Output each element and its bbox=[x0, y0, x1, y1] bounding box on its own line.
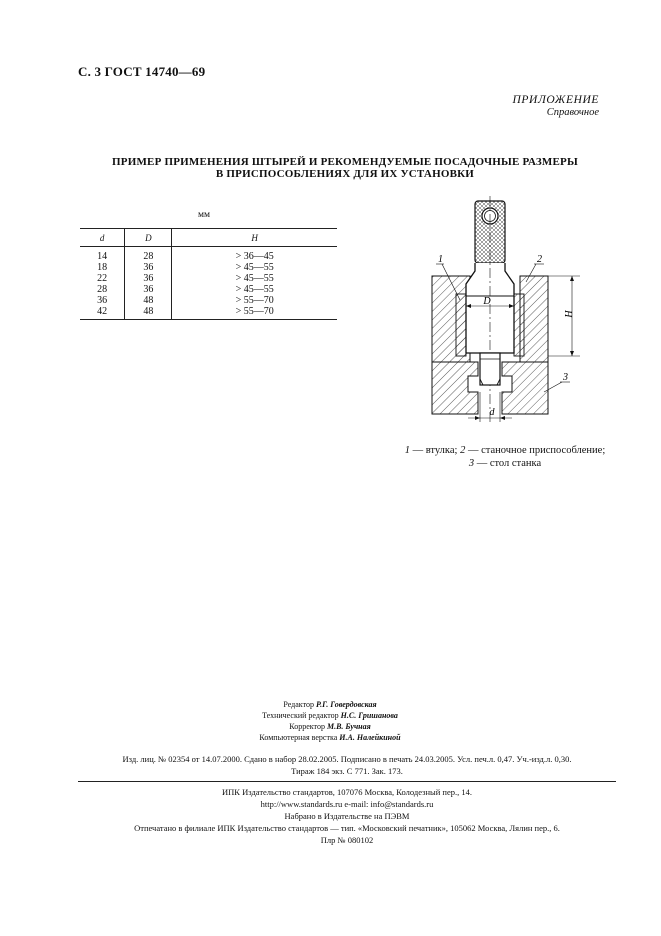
proofreader-label: Корректор bbox=[289, 722, 325, 731]
main-title bbox=[60, 156, 630, 180]
table-units: мм bbox=[198, 210, 211, 220]
table-row bbox=[80, 284, 337, 295]
layout-label: Компьютерная верстка bbox=[259, 733, 338, 742]
table-right-section bbox=[502, 362, 548, 414]
caption-text-2: — станочное приспособление; bbox=[465, 445, 606, 456]
col-header-D: D bbox=[125, 229, 172, 247]
page-header: С. 3 ГОСТ 14740—69 bbox=[78, 64, 206, 79]
appendix-label: ПРИЛОЖЕНИЕ bbox=[512, 94, 599, 106]
cell-H: > 45—55 bbox=[172, 273, 337, 284]
table-left-section bbox=[432, 362, 478, 414]
table-row bbox=[80, 262, 337, 273]
table-row bbox=[80, 247, 337, 263]
table-header-row bbox=[80, 229, 337, 247]
bushing-left-wall bbox=[456, 294, 466, 356]
callout-1: 1 bbox=[438, 254, 443, 265]
table-row bbox=[80, 295, 337, 306]
dimensions-table bbox=[80, 228, 337, 320]
bushing-right-wall bbox=[514, 294, 524, 356]
appendix-type: Справочное bbox=[546, 107, 599, 118]
caption-num-3: 3 bbox=[468, 458, 475, 469]
cell-d: 22 bbox=[97, 273, 108, 284]
dim-d-label: d bbox=[489, 407, 495, 418]
footer-line-1: ИПК Издательство стандартов, 107076 Москва, Колодезный пер., 14. bbox=[222, 787, 472, 797]
col-header-d: d bbox=[80, 229, 125, 247]
tech-editor-label: Технический редактор bbox=[262, 711, 339, 720]
cell-D: 48 bbox=[125, 306, 172, 320]
cell-d: 18 bbox=[97, 262, 108, 273]
cell-H: > 55—70 bbox=[172, 295, 337, 306]
proofreader-name: М.В. Бучная bbox=[326, 722, 371, 731]
table-row bbox=[80, 273, 337, 284]
caption-num-2: 2 bbox=[460, 445, 466, 456]
footer-divider bbox=[78, 781, 616, 782]
cell-D: 48 bbox=[125, 295, 172, 306]
cell-d: 28 bbox=[97, 284, 108, 295]
layout-name: И.А. Налейкиной bbox=[339, 733, 401, 742]
cell-D: 36 bbox=[125, 262, 172, 273]
dim-D-label: D bbox=[483, 296, 491, 307]
callout-3: 3 bbox=[563, 372, 568, 383]
cell-H: > 45—55 bbox=[172, 262, 337, 273]
callout-2: 2 bbox=[537, 254, 542, 265]
footer-line-2: http://www.standards.ru e-mail: info@standards.ru bbox=[260, 799, 434, 809]
title-line-1: ПРИМЕР ПРИМЕНЕНИЯ ШТЫРЕЙ И РЕКОМЕНДУЕМЫЕ ПОСАДОЧНЫЕ РАЗМЕРЫ bbox=[112, 156, 578, 168]
cell-d: 36 bbox=[97, 295, 108, 306]
cell-D: 36 bbox=[125, 273, 172, 284]
pin-tip bbox=[480, 353, 500, 385]
cell-D: 28 bbox=[125, 247, 172, 263]
table-row bbox=[80, 306, 337, 320]
col-header-H: H bbox=[172, 229, 337, 247]
publication-info bbox=[78, 753, 616, 777]
drawing-caption bbox=[390, 444, 620, 470]
cell-H: > 36—45 bbox=[172, 247, 337, 263]
caption-text-1: — втулка; bbox=[409, 445, 461, 456]
editor-label: Редактор bbox=[283, 700, 314, 709]
caption-text-3: — стол станка bbox=[474, 458, 542, 469]
footer-line-3: Набрано в Издательстве на ПЭВМ bbox=[284, 811, 410, 821]
dim-H-label: H bbox=[564, 310, 575, 318]
caption-num-1: 1 bbox=[404, 445, 410, 456]
imprint-footer bbox=[78, 786, 616, 846]
footer-line-5: Плр № 080102 bbox=[320, 835, 374, 845]
appendix-block bbox=[513, 94, 599, 118]
pub-info-line-2: Тираж 184 экз. С 771. Зак. 173. bbox=[291, 766, 403, 776]
cell-d: 14 bbox=[97, 251, 108, 262]
cell-d: 42 bbox=[80, 306, 125, 320]
editor-name: Р.Г. Говердовская bbox=[315, 700, 377, 709]
cell-D: 36 bbox=[125, 284, 172, 295]
footer-line-4: Отпечатано в филиале ИПК Издательство стандартов — тип. «Московский печатник», 105062 Москва, Лялин пер., 6. bbox=[134, 823, 560, 833]
tech-editor-name: Н.С. Гришанова bbox=[340, 711, 398, 720]
cell-H: > 55—70 bbox=[172, 306, 337, 320]
title-line-2: В ПРИСПОСОБЛЕНИЯХ ДЛЯ ИХ УСТАНОВКИ bbox=[215, 168, 475, 180]
credits-block bbox=[200, 699, 460, 743]
pub-info-line-1: Изд. лиц. № 02354 от 14.07.2000. Сдано в набор 28.02.2005. Подписано в печать 24.03.2005. Усл. печ.л. 0,47. Уч.-изд.л. 0,30. bbox=[122, 754, 572, 764]
cell-H: > 45—55 bbox=[172, 284, 337, 295]
assembly-drawing bbox=[420, 196, 590, 428]
